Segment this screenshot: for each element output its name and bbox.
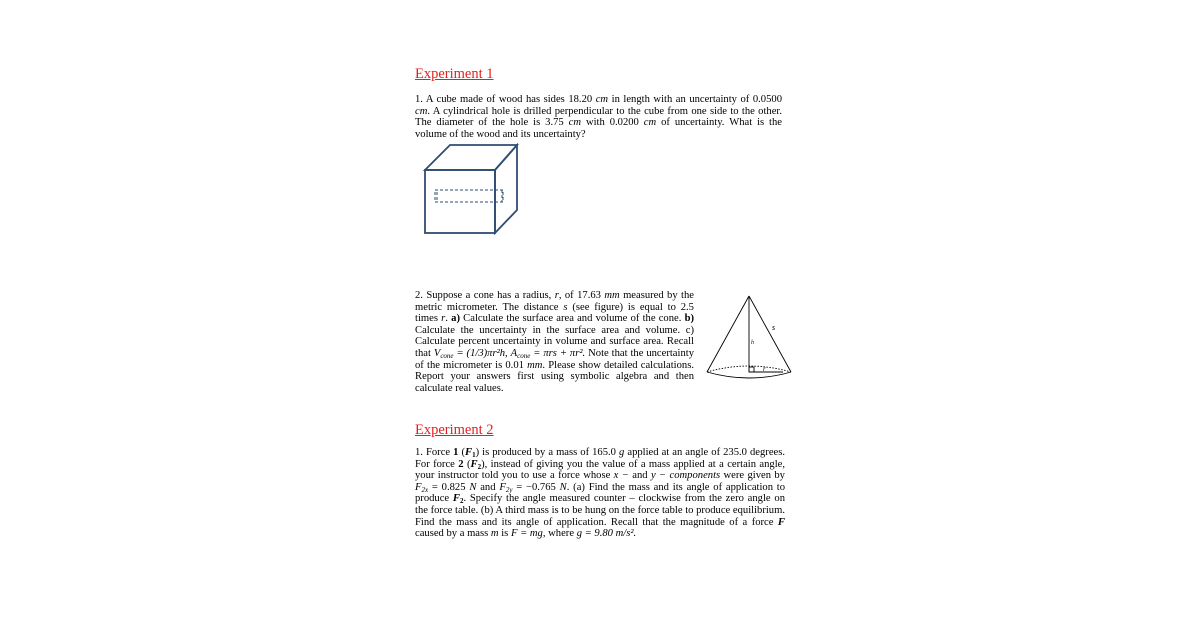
cone-label-s: s: [772, 323, 776, 332]
cone-label-h: h: [751, 340, 754, 346]
cone-label-r: r: [763, 365, 766, 373]
cone-base-front: [707, 372, 791, 378]
cube-figure: [420, 140, 522, 238]
experiment-1-heading: Experiment 1: [415, 66, 494, 82]
cone-figure: [703, 292, 795, 386]
experiment-2-problem-1: 1. Force 1 $(F_1)$ is produced by a mass of 165.0 g applied at an angle of 235.0 degrees. For force 2 $(F_2)$, instead of giving you the value of a mass applied at a certain angle, your instructor told you to use a force whose x − and y − components were given by $F_{2x} = 0.825$ N and $F_{2y} = -0.765$ N. (a) Find the mass and its angle of application to produce $F_2$. Specify the angle measured counter – clockwise from the zero angle on the force table. (b) A third mass is to be hung on the force table to produce equilibrium. Find the mass and its angle of application. Recall that the magnitude of a force F caused by a mass m is F = mg, where g = 9.80 m/s².: [415, 447, 786, 540]
cone-left-edge: [707, 296, 749, 372]
right-angle-marker: [749, 367, 754, 372]
cone-right-edge: [749, 296, 791, 372]
experiment-1-problem-2: 2. Suppose a cone has a radius, r, of 17.63 mm measured by the metric micrometer. The distance s (see figure) is equal to 2.5 times r. a) Calculate the surface area and volume of the cone. b) Calculate the uncertainty in the surface area and volume. c) Calculate percent uncertainty in volume and surface area. Recall that $V_{cone} = (1/3)\pi r^2h$, $A_{cone} = \pi rs + \pi r^2$. Note that the uncertainty of the micrometer is 0.01 mm. Please show detailed calculations. Report your answers first using symbolic algebra and then calculate real values.: [415, 290, 694, 394]
cube-side-face: [495, 145, 517, 233]
experiment-1-problem-1: 1. A cube made of wood has sides 18.20 cm in length with an uncertainty of 0.0500 cm. A cylindrical hole is drilled perpendicular to the cube from one side to the other. The diameter of the hole is 3.75 cm with 0.0200 cm of uncertainty. What is the volume of the wood and its uncertainty?: [415, 94, 783, 140]
experiment-2-heading: Experiment 2: [415, 422, 494, 438]
cube-top-face: [425, 145, 517, 170]
cylindrical-hole: [435, 190, 503, 202]
